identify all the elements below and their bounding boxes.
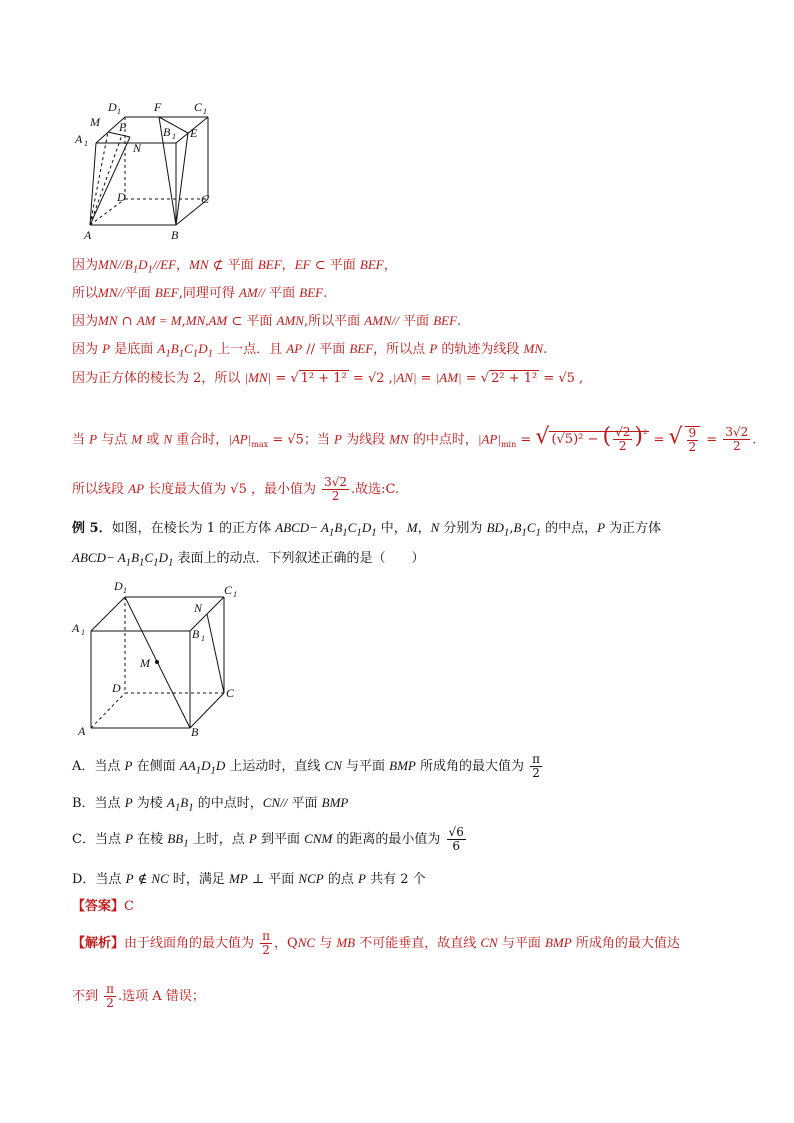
label-C: C	[226, 686, 235, 700]
label-B1: B	[163, 125, 171, 139]
answer-line	[72, 898, 134, 916]
option-a[interactable]: A．当点 P 在侧面 $AA_1D_1D$ 上运动时，直线 CN 与平面 BMP 所成角的最大值为 $\frac{\pi}{2}$	[72, 752, 541, 780]
svg-text:1: 1	[203, 107, 207, 116]
cube-figure-2	[68, 575, 248, 745]
label-D: D	[112, 681, 121, 695]
example-title: 例 5．	[72, 521, 112, 536]
label-A1: A	[72, 621, 80, 635]
proof-line-7: 所以线段 AP 长度最大值为 √5 ，最小值为 $\frac{3√2}{2}$ .故选:C.	[72, 475, 400, 503]
example-line-2: ABCD− $A_1B_1C_1D_1$ 表面上的动点．下列叙述正确的是（ ）	[72, 550, 425, 569]
label-F: F	[154, 100, 162, 114]
analysis-line-2: 不到 $\frac{\pi}{2}$ .选项 A 错误；	[72, 982, 205, 1010]
answer-label: 【答案】	[72, 899, 125, 914]
label-C1: C	[194, 100, 203, 114]
example-line-1: 例 5．如图，在棱长为 1 的正方体 ABCD− $A_1B_1C_1D_1$ 中，M，N 分别为 $BD_1,B_1C_1$ 的中点，P 为正方体	[72, 520, 662, 539]
option-d[interactable]: D．当点 P ∉ NC 时，满足 MP ⊥ 平面 NCP 的点 P 共有 2 个	[72, 871, 426, 887]
label-A: A	[78, 724, 86, 738]
cube-figure-1	[70, 95, 220, 245]
answer-value: C	[124, 899, 134, 914]
label-N: N	[133, 141, 142, 155]
label-D1: D	[114, 579, 123, 593]
proof-line-3: 因为MN ∩ AM = M,MN,AM ⊂ 平面 AMN,所以平面 AMN// 平面 BEF.	[72, 313, 462, 329]
svg-text:1: 1	[233, 590, 237, 599]
option-c[interactable]: C．当点 P 在棱 $BB_1$ 上时，点 P 到平面 CNM 的距离的最小值为 $\frac{√6}{6}$	[72, 825, 464, 853]
proof-line-1: 因为$MN//B_1D_1//EF$，MN ⊄ 平面 BEF，EF ⊂ 平面 BEF，	[72, 257, 397, 276]
label-M: M	[140, 656, 150, 670]
proof-line-6: 当 P 与点 M 或 N 重合时，$|AP|_{max} = √5$；当 P 为线段 MN 的中点时，$|AP|_{min}$ = √ (√5)² − ( $\frac{√2}{2}$ )$^{^2}$ = √ $\frac{9}{2}$ = $\frac{3√2}{2}$ .	[72, 424, 757, 454]
label-B: B	[191, 725, 199, 739]
analysis-label: 【解析】	[72, 936, 125, 951]
proof-line-4: 因为 P 是底面 $A_1B_1C_1D_1$ 上一点．且 AP // 平面 BEF，所以点 P 的轨迹为线段 MN.	[72, 341, 548, 360]
svg-text:1: 1	[201, 634, 205, 643]
label-E: E	[190, 126, 198, 140]
svg-text:1: 1	[84, 139, 88, 148]
proof-line-2: 所以MN//平面 BEF,同理可得 AM// 平面 BEF.	[72, 285, 328, 301]
label-P: P	[119, 120, 127, 134]
svg-text:1: 1	[117, 107, 121, 116]
proof-line-5: 因为正方体的棱长为 2，所以 |MN| = √ 1² + 1² = √2 ,|AN| = |AM| = √ 2² + 1² = √5 ,	[72, 370, 584, 386]
label-B1: B	[192, 627, 200, 641]
label-D1: D	[108, 100, 117, 114]
svg-text:1: 1	[81, 628, 85, 637]
label-A: A	[84, 228, 92, 242]
label-A1: A	[75, 132, 83, 146]
label-D: D	[117, 190, 126, 204]
label-N: N	[194, 601, 203, 615]
label-M: M	[90, 115, 100, 129]
svg-text:1: 1	[172, 132, 176, 141]
label-C1: C	[224, 583, 233, 597]
option-b[interactable]: B．当点 P 为棱 $A_1B_1$ 的中点时，CN// 平面 BMP	[72, 795, 349, 814]
analysis-line-1: 【解析】由于线面角的最大值为 $\frac{\pi}{2}$ ，QNC 与 MB 不可能垂直，故直线 CN 与平面 BMP 所成角的最大值达	[72, 929, 680, 957]
label-B: B	[171, 228, 179, 242]
label-C: C	[201, 192, 210, 206]
svg-text:1: 1	[123, 586, 127, 595]
